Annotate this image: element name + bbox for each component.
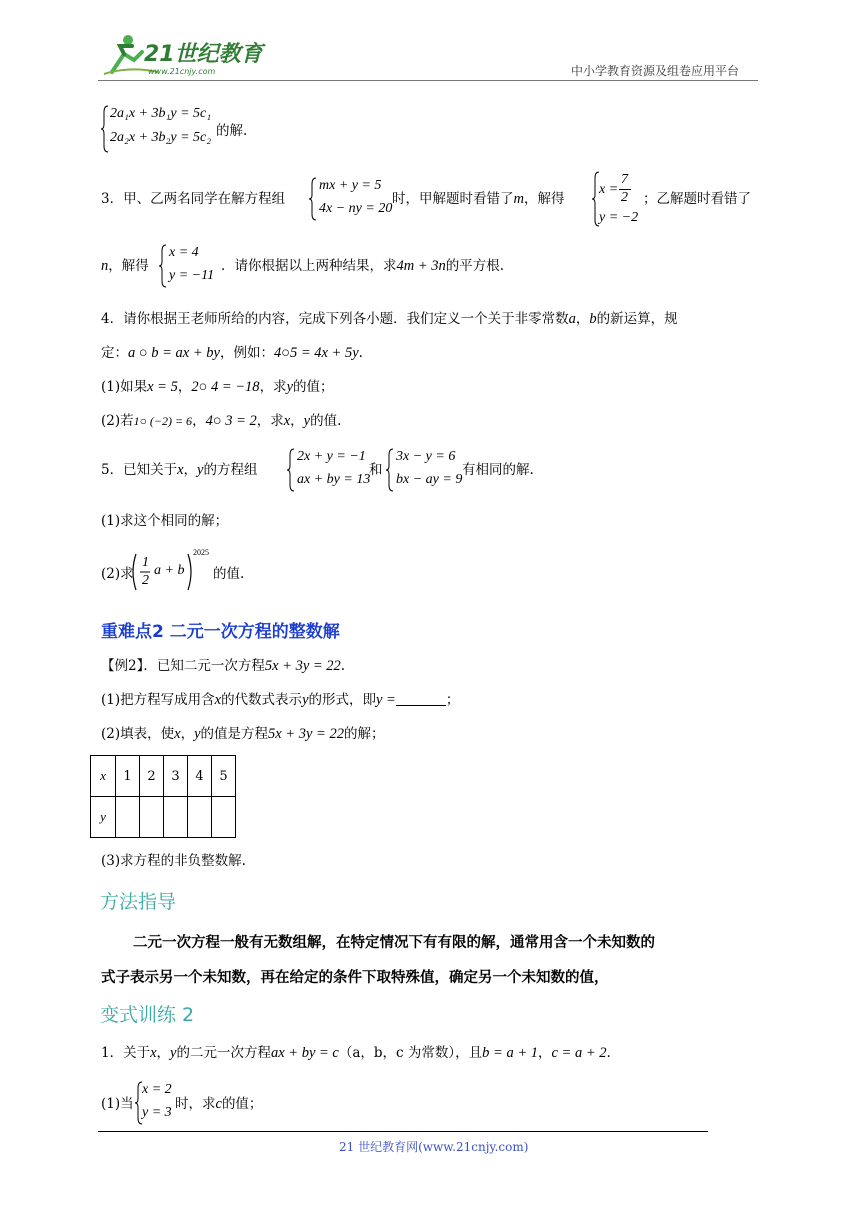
q3-text7: 的平方根.: [445, 258, 505, 274]
ex2-equation: 5x + 3y = 22: [264, 658, 341, 674]
left-brace-icon: [308, 176, 318, 222]
q4-p2-y: y: [303, 413, 311, 429]
footer-divider: [98, 1131, 708, 1132]
answer-blank[interactable]: [396, 691, 446, 706]
q3-sys-eq2: 4x − ny = 20: [319, 201, 393, 216]
q4-line2: [101, 344, 363, 362]
q5-end: 有相同的解.: [462, 462, 534, 478]
logo-text: 21世纪教育: [144, 42, 263, 67]
ex2-p1-mid: 的代数式表示: [221, 692, 303, 708]
q5-power-expression: [130, 548, 220, 596]
site-logo: [98, 32, 268, 78]
q3-sol1-y: y = −2: [599, 210, 639, 225]
v1-cond2: c = a + 2: [551, 1045, 607, 1061]
q5-sysB-eq1: 3x − y = 6: [396, 449, 456, 464]
method-text-line2: 式子表示另一个未知数，再在给定的条件下取特殊值，确定另一个未知数的值，: [101, 970, 609, 986]
ex2-p2-y: y: [194, 726, 201, 742]
table-cell-empty[interactable]: [188, 797, 212, 838]
v1-end: .: [606, 1045, 611, 1061]
q5-sysA-eq2: ax + by = 13: [297, 472, 371, 487]
v1-y: y: [170, 1045, 177, 1061]
top-sys-eq1: 2a₁x + 3b₁y = 5c₁: [110, 106, 212, 121]
q5-line1-start: [101, 461, 257, 479]
table-cell: 4: [188, 756, 212, 797]
q5-part1: (1)求这个相同的解；: [101, 513, 229, 529]
q3-line2-start: [101, 257, 149, 275]
q3-text4: ；乙解题时看错了: [643, 191, 751, 207]
left-brace-icon: [385, 447, 395, 493]
v1-line1: [101, 1044, 611, 1062]
q4-p2-end: 的值.: [310, 413, 342, 429]
v1-p1-x: x = 2: [142, 1082, 172, 1097]
ex2-p2-mid: 的值是方程: [200, 726, 268, 742]
table-cell-empty[interactable]: [212, 797, 236, 838]
q4-var-b: b: [589, 311, 597, 327]
v1-mid: 的二元一次方程: [176, 1045, 271, 1061]
q4-comma: ，: [575, 311, 590, 327]
q3-sol2-x: x = 4: [169, 245, 199, 260]
table-row-y: [91, 797, 236, 838]
value-table: [90, 755, 236, 838]
header-platform-text: 中小学教育资源及组卷应用平台: [571, 64, 740, 78]
v1-p1-mid: 时，求: [175, 1096, 216, 1112]
q4-p2-start: (2)若: [101, 413, 134, 429]
v1-p1-end: 的值；: [221, 1096, 263, 1112]
table-cell: 3: [164, 756, 188, 797]
ex2-part2: [101, 725, 384, 743]
q4-p2-comma: ，: [290, 413, 304, 429]
q3-solution2: [158, 243, 223, 289]
ex2-part3: (3)求方程的非负整数解.: [101, 853, 246, 869]
table-cell-empty[interactable]: [140, 797, 164, 838]
ex2-p1-start: (1)把方程写成用含: [101, 692, 215, 708]
q5-system-b: [385, 447, 465, 493]
q5-comma: ，: [183, 462, 198, 478]
q4-line1-end: 的新运算，规: [596, 311, 678, 327]
q5-sysA-eq1: 2x + y = −1: [297, 449, 366, 464]
ex2-label-end: .: [340, 658, 346, 674]
q4-var-a: a: [568, 311, 576, 327]
v1-p1-start: (1)当: [101, 1096, 134, 1112]
q3-sol1-x-den: 2: [621, 190, 628, 205]
v1-p1-c: c: [215, 1096, 222, 1112]
left-brace-icon: [286, 447, 296, 493]
ex2-intro: [101, 657, 345, 675]
v1-cond1: b = a + 1: [482, 1045, 538, 1061]
q3-sol1-x-lhs: x =: [599, 182, 619, 197]
ex2-p1-y: y: [302, 692, 309, 708]
q3-number: 3．: [101, 191, 124, 207]
q3-line2-end: [221, 257, 504, 275]
q4-p1-mid: ，求: [259, 379, 287, 395]
q3-var-n: n: [101, 258, 109, 274]
v1-p1-y: y = 3: [142, 1105, 172, 1120]
ex2-p2-end: 的解；: [343, 726, 385, 742]
table-row-x: [91, 756, 236, 797]
q4-line1-text: 4．请你根据王老师所给的内容，完成下列各小题．我们定义一个关于非零常数: [101, 311, 569, 327]
left-brace-icon: [100, 104, 110, 154]
q4-p2-cond1: 1○ (−2) = 6: [133, 414, 193, 428]
q4-definition: a ○ b = ax + by: [128, 345, 220, 361]
q4-line2-mid: ，例如：: [219, 345, 274, 361]
ex2-p2-equation: 5x + 3y = 22: [268, 726, 344, 742]
table-header-cell: y: [91, 797, 116, 838]
q5-p2-exponent: 2025: [193, 548, 209, 557]
variant-heading: 变式训练 2: [100, 1004, 195, 1026]
v1-equation: ax + by = c: [270, 1045, 339, 1061]
q5-frac-den: 2: [142, 573, 149, 588]
q4-p1-var: y: [286, 379, 293, 395]
q4-p1-end: 的值；: [293, 379, 334, 395]
q3-line1-mid: [392, 190, 564, 208]
ex2-p1-mid2: 的形式，即: [308, 692, 376, 708]
q3-sol1-x-num: 7: [621, 172, 628, 187]
q5-y: y: [197, 462, 204, 478]
ex2-p1-lhs: y =: [376, 692, 396, 708]
v1-p1-rest: [175, 1095, 262, 1113]
q4-p2-mid: ，求: [256, 413, 284, 429]
q4-p1-cond2: 2○ 4 = −18: [191, 379, 260, 395]
q3-sys-eq1: mx + y = 5: [319, 178, 382, 193]
left-brace-icon: [158, 243, 168, 289]
logo-url: www.21cnjy.com: [148, 67, 216, 76]
logo-runner-icon: [98, 32, 268, 78]
q3-sol2-y: y = −11: [169, 268, 215, 283]
ex2-p2-start: (2)填表，使: [101, 726, 175, 742]
q4-line2-start: 定：: [101, 345, 128, 361]
v1-paren: （a，b，c 为常数），且: [338, 1045, 483, 1061]
q4-p2-sep: ，: [192, 413, 206, 429]
q5-system-a: [286, 447, 376, 493]
q5-frac-num: 1: [142, 555, 149, 570]
q3-solution1: [591, 170, 651, 230]
top-equation-system: [100, 104, 230, 154]
v1-start: 1．关于: [101, 1045, 151, 1061]
q3-text5: ，解得: [108, 258, 149, 274]
q3-text6: ．请你根据以上两种结果，求: [221, 258, 397, 274]
q4-p1-sep: ，: [177, 379, 192, 395]
ex2-p2-comma: ，: [180, 726, 195, 742]
top-sys-eq2: 2a₂x + 3b₂y = 5c₂: [110, 130, 212, 145]
ex2-part1: [101, 691, 459, 709]
q4-p1-cond1: x = 5: [147, 379, 178, 395]
ex2-p1-end: ；: [445, 692, 460, 708]
q5-p2-end: 的值.: [213, 566, 245, 582]
q3-expr: 4m + 3n: [396, 258, 446, 274]
q4-line2-end: .: [358, 345, 363, 361]
q4-line1: [101, 310, 678, 328]
method-heading: 方法指导: [100, 891, 177, 913]
table-cell: 5: [212, 756, 236, 797]
q3-var-m: m: [513, 191, 524, 207]
q3-text3: ，解得: [523, 191, 565, 207]
table-cell: 1: [116, 756, 140, 797]
table-header-cell: x: [91, 756, 116, 797]
table-cell-empty[interactable]: [164, 797, 188, 838]
ex2-p1-x: x: [214, 692, 222, 708]
q4-p2-cond2: 4○ 3 = 2: [205, 413, 257, 429]
q5-and: 和: [369, 462, 383, 478]
q5-p2-expr: a + b: [154, 563, 185, 578]
q5-p2-start: (2)求: [101, 566, 134, 582]
ex2-p2-x: x: [174, 726, 181, 742]
q3-text2: 时，甲解题时看错了: [392, 191, 514, 207]
section2-heading: 重难点2 二元一次方程的整数解: [101, 622, 340, 642]
method-text-line1: 二元一次方程一般有无数组解，在特定情况下有有限的解，通常用含一个未知数的: [133, 935, 655, 951]
header-divider: [98, 80, 758, 81]
v1-comma: ，: [156, 1045, 171, 1061]
q4-p2-x: x: [283, 413, 291, 429]
q4-p1-start: (1)如果: [101, 379, 148, 395]
q5-sysB-eq2: bx − ay = 9: [396, 472, 463, 487]
ex2-label: 【例2】．已知二元一次方程: [101, 658, 265, 674]
top-sys-suffix: 的解.: [216, 123, 248, 139]
table-cell: 2: [140, 756, 164, 797]
q5-x: x: [177, 462, 184, 478]
v1-sep: ，: [537, 1045, 552, 1061]
q3-system: [308, 176, 403, 222]
q4-part2: [101, 412, 341, 430]
q5-mid: 的方程组: [203, 462, 258, 478]
q4-part1: [101, 378, 334, 396]
v1-x: x: [150, 1045, 157, 1061]
q3-line1-text: [101, 190, 285, 208]
footer-link[interactable]: 21 世纪教育网(www.21cnjy.com): [339, 1140, 529, 1154]
q3-text1: 甲、乙两名同学在解方程组: [123, 191, 286, 207]
q5-start: 5．已知关于: [101, 462, 178, 478]
q4-example: 4○5 = 4x + 5y: [273, 345, 359, 361]
table-cell-empty[interactable]: [116, 797, 140, 838]
